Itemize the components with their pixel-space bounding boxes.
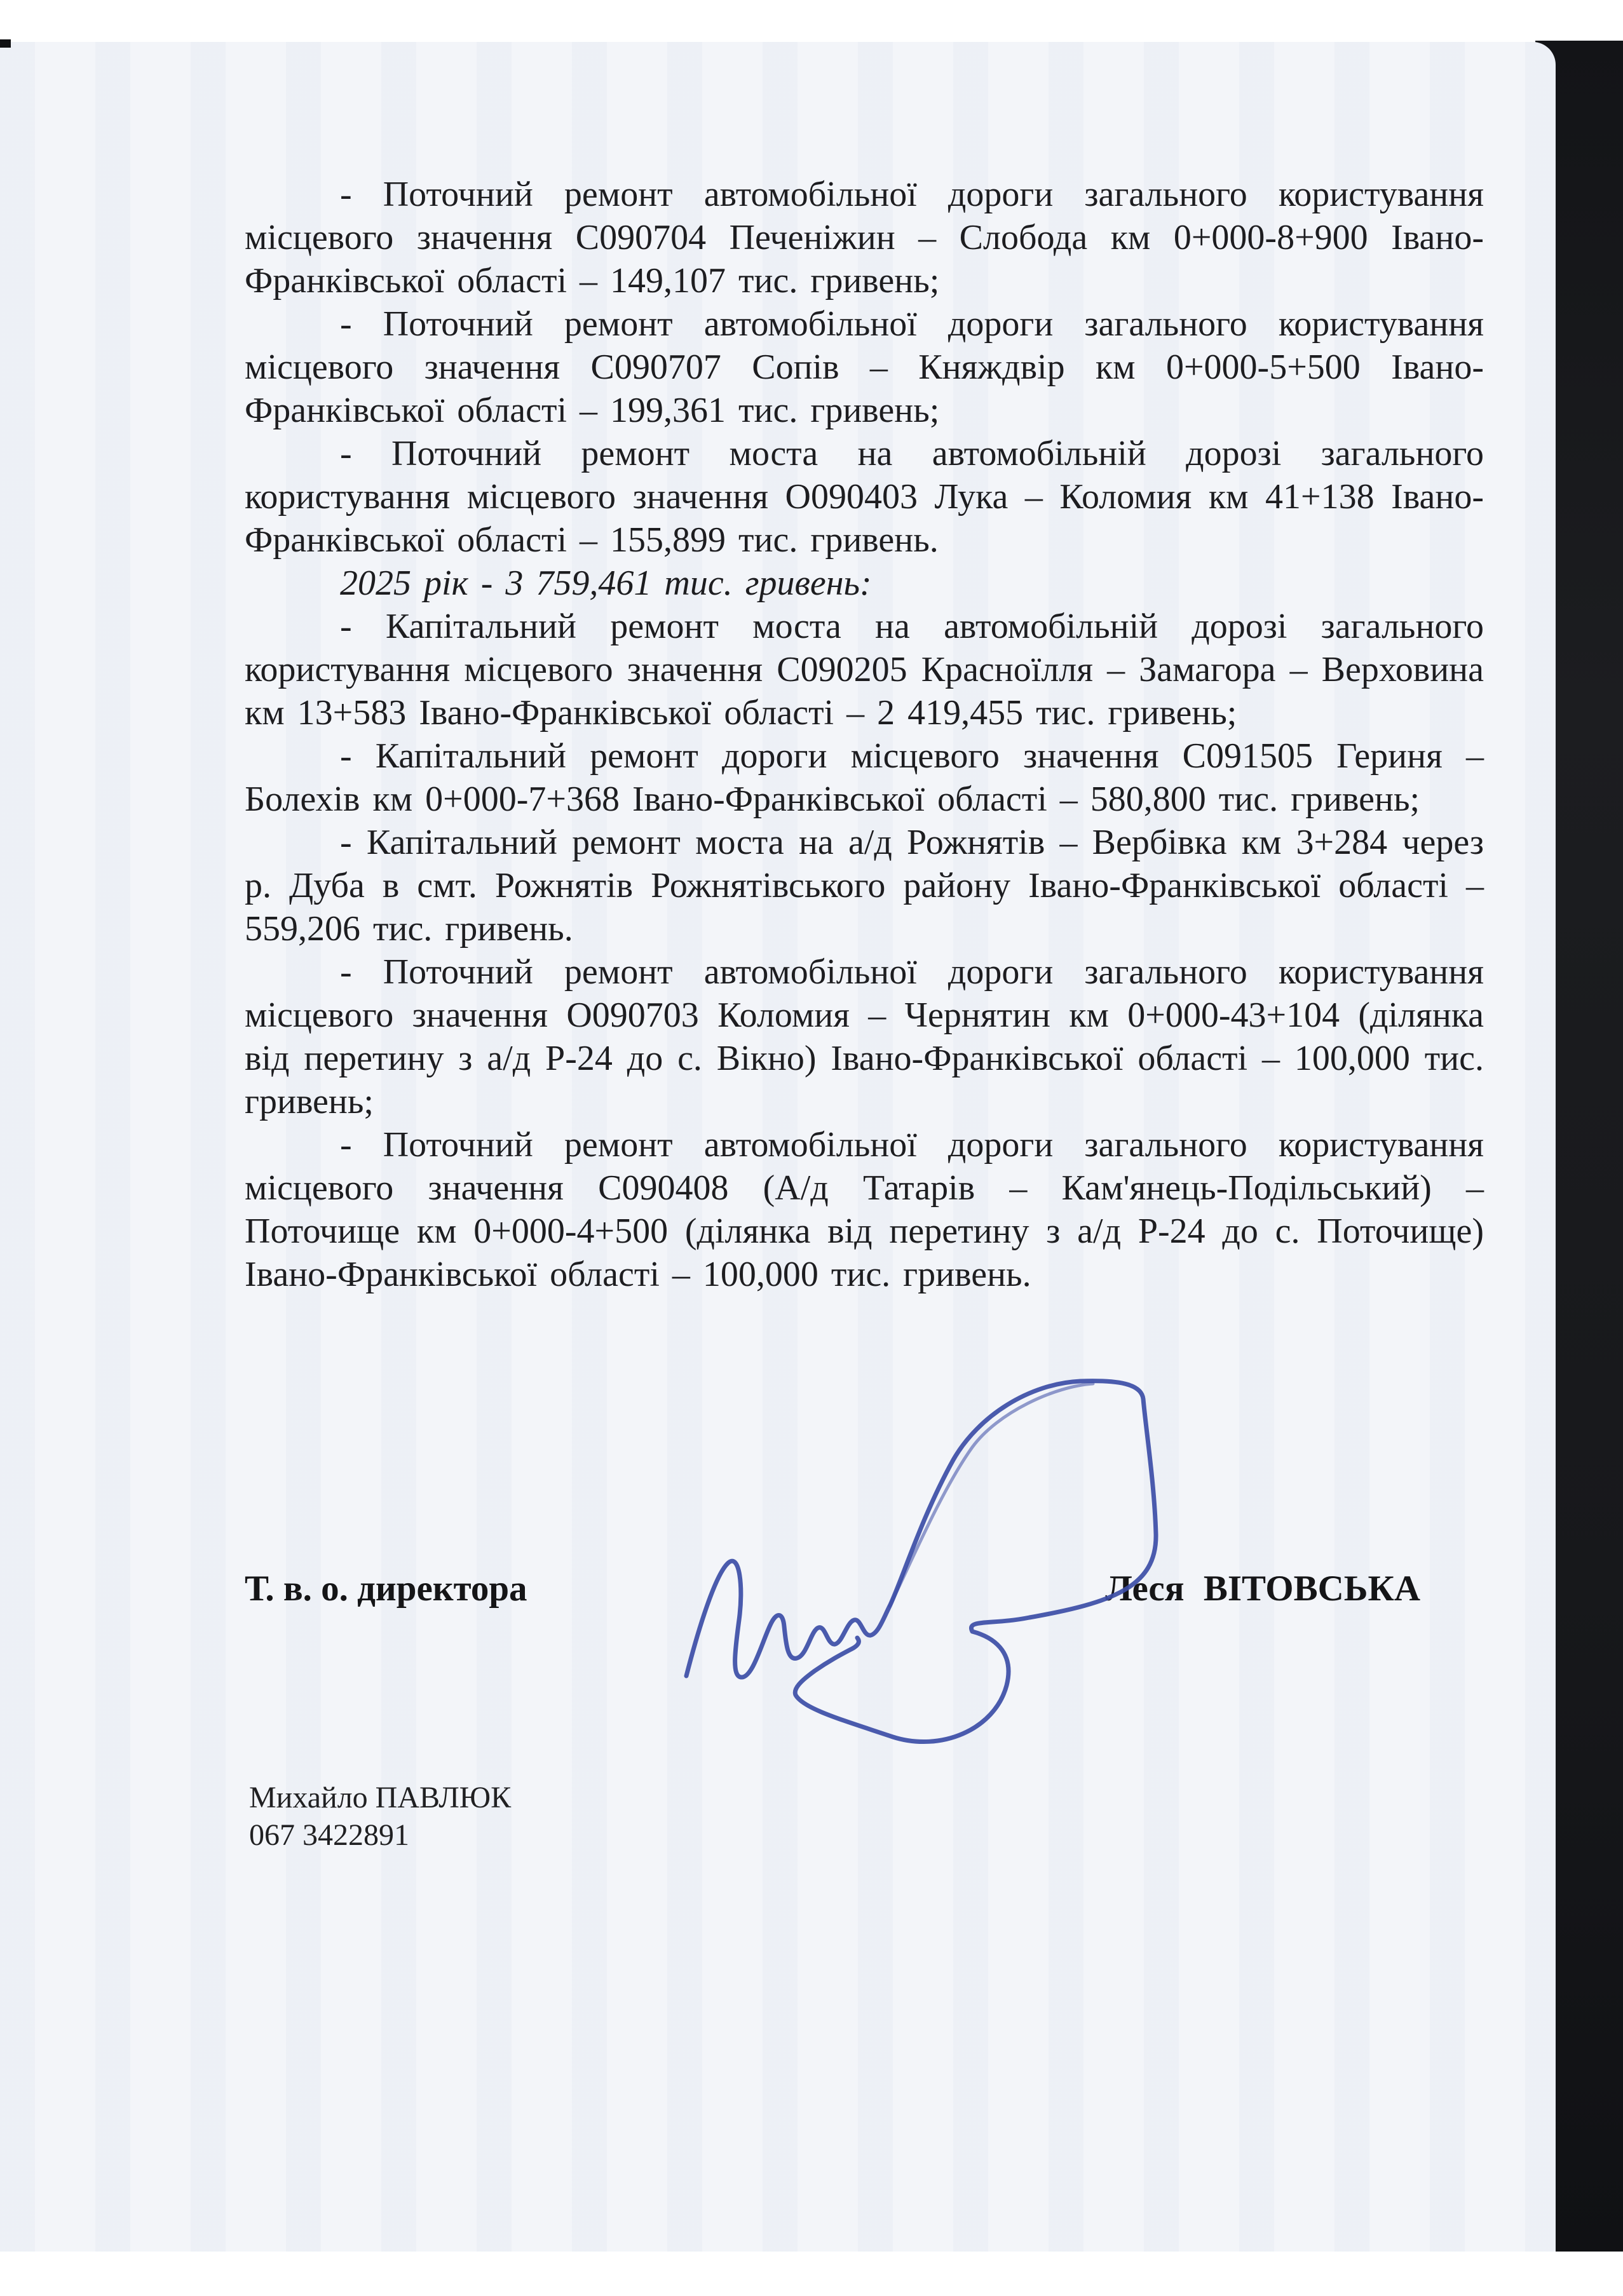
- scan-edge-artifact: [0, 39, 11, 48]
- signature-scribble-icon: [674, 1377, 1220, 1797]
- paragraph-road-repair-1: - Поточний ремонт автомобільної дороги загального користування місцевого значення С090704 Печеніжин – Слобода км 0+000-8+900 Івано-Франківської області – 149,107 тис. гривень;: [245, 175, 1484, 301]
- paragraph-capital-road-repair: - Капітальний ремонт дороги місцевого значення С091505 Гериня – Болехів км 0+000-7+368 Івано-Франківської області – 580,800 тис. гривень;: [245, 736, 1484, 819]
- handwritten-signature: [674, 1377, 1220, 1797]
- paragraph-bridge-repair-1: - Поточний ремонт моста на автомобільній дорозі загального користування місцевого значення О090403 Лука – Коломия км 41+138 Івано-Франківської області – 155,899 тис. гривень.: [245, 434, 1484, 560]
- paragraph-road-repair-potochyshche: - Поточний ремонт автомобільної дороги загального користування місцевого значення С090408 (А/д Татарів – Кам'янець-Подільський) – Поточище км 0+000-4+500 (ділянка від перетину з а/д Р-24 до с. Поточище) Івано-Франківської області – 100,000 тис. гривень.: [245, 1125, 1484, 1294]
- paragraph-year-2025-total: 2025 рік - 3 759,461 тис. гривень:: [340, 564, 872, 603]
- executor-phone: 067 3422891: [249, 1818, 409, 1852]
- signer-position-title: Т. в. о. директора: [245, 1569, 527, 1609]
- paragraph-road-repair-2: - Поточний ремонт автомобільної дороги загального користування місцевого значення С090707 Сопів – Княждвір км 0+000-5+500 Івано-Франківської області – 199,361 тис. гривень;: [245, 304, 1484, 430]
- paragraph-capital-bridge-repair: - Капітальний ремонт моста на автомобільній дорозі загального користування місцевого значення С090205 Красноїлля – Замагора – Верховина км 13+583 Івано-Франківської області – 2 419,455 тис. гривень;: [245, 607, 1484, 733]
- paragraph-capital-bridge-rozhniativ: - Капітальний ремонт моста на а/д Рожнятів – Вербівка км 3+284 через р. Дуба в смт. Рожнятів Рожнятівського району Івано-Франківської області – 559,206 тис. гривень.: [245, 823, 1484, 949]
- signer-name: Леся ВІТОВСЬКА: [1105, 1569, 1420, 1609]
- executor-contact-block: [249, 1779, 511, 1854]
- paragraph-road-repair-kolomyia: - Поточний ремонт автомобільної дороги загального користування місцевого значення О090703 Коломия – Чернятин км 0+000-43+104 (ділянка від перетину з а/д Р-24 до с. Вікно) Івано-Франківської області – 100,000 тис. гривень;: [245, 952, 1484, 1121]
- document-body-text: [245, 173, 1484, 1296]
- executor-name: Михайло ПАВЛЮК: [249, 1781, 512, 1814]
